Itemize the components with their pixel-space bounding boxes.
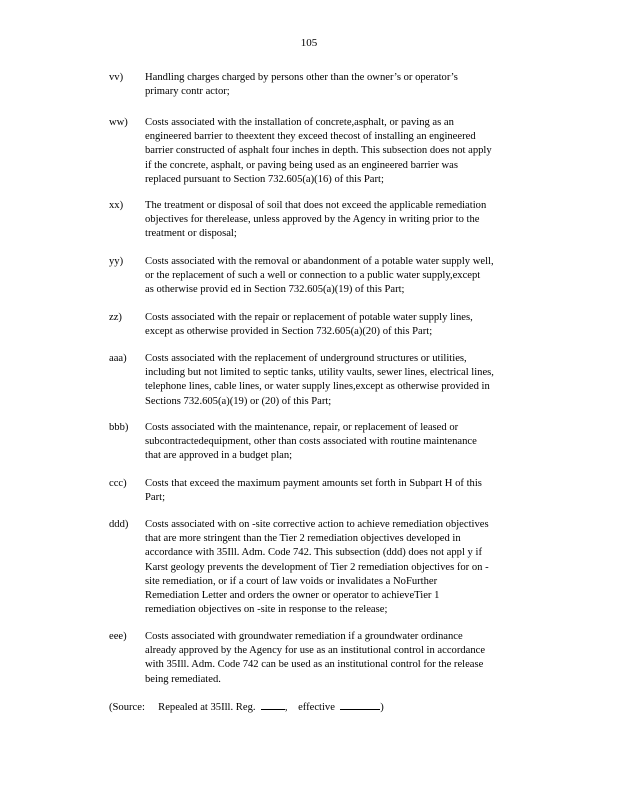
item-text-line: Sections 732.605(a)(19) or (20) of this Part; <box>145 395 332 407</box>
item-label: zz) <box>109 312 122 323</box>
source-open: (Source: <box>109 702 145 713</box>
item-text-line: Costs associated with on -site corrective action to achieve remediation objectives <box>145 519 489 530</box>
item-text <box>145 477 541 505</box>
item-text <box>145 421 541 464</box>
item-label: vv) <box>109 72 124 83</box>
item-text-line: barrier constructed of asphalt four inches in depth. This subsection does not apply <box>145 145 492 157</box>
item-text-line: as otherwise provid ed in Section 732.605(a)(19) of this Part; <box>145 284 405 296</box>
item-label: bbb) <box>109 422 129 433</box>
effective-date-blank <box>340 699 380 710</box>
item-label: aaa) <box>109 353 127 364</box>
item-text <box>145 352 541 409</box>
register-blank <box>261 699 285 710</box>
item-text-line: subcontractedequipment, other than costs associated with routine maintenance <box>145 436 477 448</box>
item-label: ww) <box>109 117 128 128</box>
item-text-line: telephone lines, cable lines, or water supply lines,except as otherwise provided in <box>145 381 490 393</box>
item-text-line: Costs that exceed the maximum payment amounts set forth in Subpart H of this <box>145 478 482 489</box>
item-label: eee) <box>109 631 127 642</box>
item-label: ccc) <box>109 478 127 489</box>
item-text-line: replaced pursuant to Section 732.605(a)(16) of this Part; <box>145 173 384 185</box>
item-text-line: that are approved in a budget plan; <box>145 450 293 462</box>
item-text-line: Part; <box>145 492 166 504</box>
item-text-line: or the replacement of such a well or connection to a public water supply,except <box>145 270 481 282</box>
item-text <box>145 311 541 339</box>
item-text-line: Karst geology prevents the development of Tier 2 remediation objectives for on - <box>145 561 489 573</box>
item-text-line: except as otherwise provided in Section 732.605(a)(20) of this Part; <box>145 326 433 338</box>
item-text-line: if the concrete, asphalt, or paving being used as an engineered barrier was <box>145 159 458 171</box>
item-text <box>145 199 541 242</box>
item-label: yy) <box>109 256 124 267</box>
item-text <box>145 255 541 298</box>
item-text-line: primary contr actor; <box>145 86 230 98</box>
item-text-line: accordance with 35Ill. Adm. Code 742. This subsection (ddd) does not appl y if <box>145 547 482 559</box>
item-text <box>145 71 541 99</box>
source-close: ) <box>380 702 384 713</box>
item-text-line: Costs associated with the removal or abandonment of a potable water supply well, <box>145 256 494 267</box>
item-text-line: with 35Ill. Adm. Code 742 can be used as an institutional control for the release <box>145 659 484 671</box>
item-text-line: Costs associated with the installation of concrete,asphalt, or paving as an <box>145 117 454 128</box>
item-text-line: already approved by the Agency for use as an institutional control in accordance <box>145 645 486 657</box>
item-text-line: Costs associated with the repair or replacement of potable water supply lines, <box>145 312 473 323</box>
item-text-line: Costs associated with the replacement of underground structures or utilities, <box>145 353 467 364</box>
item-text-line: The treatment or disposal of soil that does not exceed the applicable remediation <box>145 200 487 211</box>
item-text-line: remediation objectives on -site in response to the release; <box>145 604 388 616</box>
item-text-line: engineered barrier to theextent they exceed thecost of installing an engineered <box>145 131 476 143</box>
item-text-line: including but not limited to septic tanks, utility vaults, sewer lines, electrical lines, <box>145 367 494 379</box>
item-text-line: Handling charges charged by persons other than the owner’s or operator’s <box>145 72 458 83</box>
item-text-line: that are more stringent than the Tier 2 remediation objectives developed in <box>145 533 461 545</box>
page-number: 105 <box>300 37 318 49</box>
item-text-line: objectives for therelease, unless approved by the Agency in writing prior to the <box>145 214 480 226</box>
item-label: ddd) <box>109 519 129 530</box>
item-text-line: treatment or disposal; <box>145 228 237 240</box>
item-text <box>145 116 541 187</box>
item-text <box>145 518 541 617</box>
item-text-line: being remediated. <box>145 673 221 685</box>
item-text-line: Costs associated with groundwater remediation if a groundwater ordinance <box>145 631 463 642</box>
item-text-line: Remediation Letter and orders the owner or operator to achieveTier 1 <box>145 590 440 602</box>
source-text: Repealed at 35Ill. Reg. <box>158 702 256 713</box>
item-text <box>145 630 541 687</box>
item-label: xx) <box>109 200 124 211</box>
item-text-line: Costs associated with the maintenance, repair, or replacement of leased or <box>145 422 459 433</box>
item-text-line: site remediation, or if a court of law voids or invalidates a NoFurther <box>145 575 438 587</box>
source-effective: effective <box>298 702 335 713</box>
source-note: (Source: Repealed at 35Ill. Reg. , effective ) <box>109 699 384 715</box>
